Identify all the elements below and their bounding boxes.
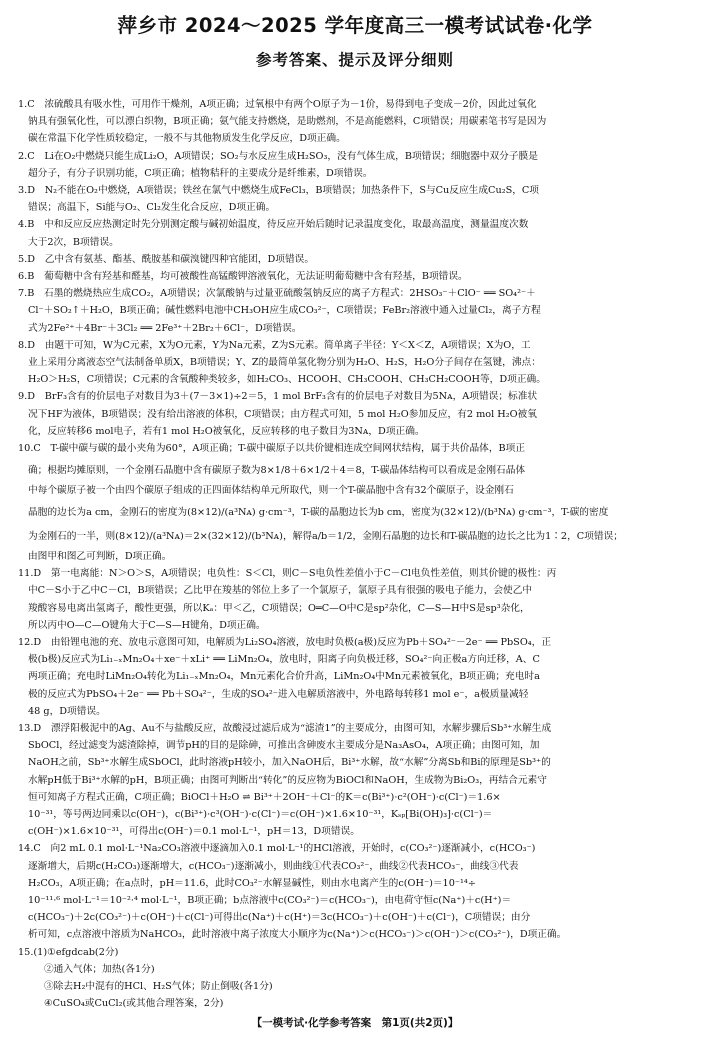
text-line: 14.C 向2 mL 0.1 mol·L⁻¹Na₂CO₃溶液中逐滴加入0.1 mol·L⁻¹的HCl溶液，开始时，c(CO₃²⁻)逐渐减小，c(HCO₃⁻)	[18, 843, 536, 855]
text-line: c(HCO₃⁻)＋2c(CO₃²⁻)＋c(OH⁻)＋c(Cl⁻)可得出c(Na⁺)＋c(H⁺)＝3c(HCO₃⁻)＋c(OH⁻)＋c(Cl⁻)，C项错误；由分	[28, 912, 531, 924]
text-line: 析可知，c点溶液中溶质为NaHCO₃，此时溶液中离子浓度大小顺序为c(Na⁺)＞c(HCO₃⁻)＞c(OH⁻)＞c(CO₃²⁻)，D项正确。	[28, 929, 567, 941]
text-line: 超分子，有分子识别功能，C项正确；植物秸秆的主要成分是纤维素，D项错误。	[28, 167, 373, 179]
text-line: 为金刚石的一半，则(8×12)/(a³Nᴀ)＝2×(32×12)/(b³Nᴀ)，解得a/b＝1/2，金刚石晶胞的边长和T-碳晶胞的边长之比为1∶2，C项错误；	[28, 531, 623, 543]
text-line: 12.D 由铅锂电池的充、放电示意图可知，电解质为Li₂SO₄溶液，放电时负极(a极)反应为Pb＋SO₄²⁻－2e⁻ ══ PbSO₄，正	[18, 636, 552, 648]
text-line: 8.D 由题干可知，W为C元素，X为O元素，Y为Na元素，Z为S元素。简单离子半径：Y＜X＜Z，A项错误；X为O，工	[18, 339, 531, 351]
page-footer: 【一模考试·化学参考答案 第1页(共2页)】	[251, 1017, 459, 1029]
text-line: 况下HF为液体，B项错误；没有给出溶液的体积，C项错误；由方程式可知，5 mol H₂O参加反应，有2 mol H₂O被氧	[28, 408, 537, 420]
text-line: ④CuSO₄或CuCl₂(或其他合理答案，2分)	[44, 998, 224, 1010]
text-line: 水解pH低于Bi³⁺水解的pH，B项正确；由图可判断出“转化”的反应物为BiOCl和NaOH，生成物为Bi₂O₃，再结合元素守	[28, 774, 547, 786]
text-line: 大于2次，B项错误。	[28, 236, 119, 248]
text-line: 晶胞的边长为a cm，金刚石的密度为(8×12)/(a³Nᴀ) g·cm⁻³，T-碳的晶胞边长为b cm，密度为(32×12)/(b³Nᴀ) g·cm⁻³，T-碳的密度	[28, 506, 609, 518]
text-line: 极(b极)反应式为Li₁₋ₓMn₂O₄＋xe⁻＋xLi⁺ ══ LiMn₂O₄，放电时，阳离子向负极迁移，SO₄²⁻向正极a方向迁移，A、C	[28, 654, 540, 666]
text-line: 业上采用分离液态空气法制备单质X，B项错误；Y、Z的最简单氢化物分别为H₂O、H₂S，H₂O分子间存在氢键，沸点：	[28, 357, 541, 368]
text-line: c(OH⁻)×1.6×10⁻³¹，可得出c(OH⁻)＝0.1 mol·L⁻¹，pH＝13，D项错误。	[28, 826, 360, 838]
text-line: 恒可知离子方程式正确，C项正确；BiOCl＋H₂O ⇌ Bi³⁺＋2OH⁻＋Cl⁻的K＝c(Bi³⁺)·c²(OH⁻)·c(Cl⁻)＝1.6×	[28, 791, 501, 803]
text-line: H₂CO₃，A项正确；在a点时，pH＝11.6，此时CO₃²⁻水解显碱性，则由水电离产生的c(OH⁻)＝10⁻¹⁴÷	[28, 877, 476, 889]
text-line: 10⁻³¹，等号两边同乘以c(OH⁻)，c(Bi³⁺)·c³(OH⁻)·c(Cl⁻)＝c(OH⁻)×1.6×10⁻³¹，Kₛₚ[Bi(OH)₃]·c(Cl⁻)＝	[28, 808, 493, 820]
text-line: Cl⁻＋SO₂↑＋H₂O，B项正确；碱性燃料电池中CH₃OH应生成CO₃²⁻，C项错误；FeBr₂溶液中通入过量Cl₂，离子方程	[28, 305, 541, 317]
text-line: 5.D 乙中含有氨基、酯基、酰胺基和碳溴键四种官能团，D项错误。	[18, 253, 315, 265]
text-line: 式为2Fe²⁺＋4Br⁻＋3Cl₂ ══ 2Fe³⁺＋2Br₂＋6Cl⁻，D项错误。	[28, 322, 302, 334]
text-line: 10.C T-碳中碳与碳的最小夹角为60°，A项正确；T-碳中碳原子以共价键相连成空间网状结构，属于共价晶体，B项正	[18, 443, 526, 454]
text-line: 15.(1)①efgdcab(2分)	[18, 946, 119, 958]
text-line: SbOCl，经过滤变为滤渣除掉，调节pH的目的是除砷，可推出含砷废水主要成分是Na₃AsO₄，A项正确；由图可知，加	[28, 740, 540, 752]
text-line: 3.D N₂不能在O₂中燃烧，A项错误；铁丝在氯气中燃烧生成FeCl₃，B项错误；加热条件下，S与Cu反应生成Cu₂S，C项	[18, 185, 539, 196]
text-line: NaOH之前，Sb³⁺水解生成SbOCl，此时溶液pH较小，加入NaOH后，Bi³⁺水解，故“水解”分离Sb和Bi的原理是Sb³⁺的	[28, 757, 551, 769]
page-subtitle: 参考答案、提示及评分细则	[255, 51, 454, 69]
text-line: 7.B 石墨的燃烧热应生成CO₂，A项错误；次氯酸钠与过量亚硫酸氢钠反应的离子方程式：2HSO₃⁻＋ClO⁻ ══ SO₄²⁻＋	[18, 288, 536, 300]
text-line: 中每个碳原子被一个由四个碳原子组成的正四面体结构单元所取代，则一个T-碳晶胞中含有32个碳原子，设金刚石	[28, 484, 514, 496]
text-line: 2.C Li在O₂中燃烧只能生成Li₂O，A项错误；SO₂与水反应生成H₂SO₃，没有气体生成，B项错误；细胞器中双分子膜是	[18, 150, 538, 162]
text-line: 9.D BrF₃含有的价层电子对数目为3＋(7－3×1)÷2＝5，1 mol BrF₃含有的价层电子对数目为5Nᴀ，A项错误；标准状	[18, 391, 538, 403]
text-line: 错误；高温下，Si能与O₂、Cl₂发生化合反应，D项正确。	[28, 202, 276, 214]
text-line: 化，反应转移6 mol电子，若有1 mol H₂O被氧化，反应转移的电子数目为3Nᴀ，D项正确。	[28, 425, 425, 437]
text-line: 确；根据均摊原则，一个金刚石晶胞中含有碳原子数为8×1/8＋6×1/2＋4＝8，T-碳晶体结构可以看成是金刚石晶体	[28, 465, 526, 477]
text-line: 羧酸容易电离出氢离子，酸性更强，所以Kₐ：甲＜乙，C项错误；O═C—O中C是sp²杂化，C—S—H中S是sp³杂化，	[28, 602, 530, 614]
text-line: 钠具有强氧化性，可以漂白织物，B项正确；氨气能支持燃烧，是助燃剂，不是高能燃料，C项错误；用碳素笔书写是因为	[28, 116, 547, 128]
text-line: 1.C 浓硫酸具有吸水性，可用作干燥剂，A项正确；过氧根中有两个O原子为－1价，易得到电子变成－2价，因此过氧化	[18, 99, 537, 110]
text-line: 碳在常温下化学性质较稳定，一般不与其他物质发生化学反应，D项正确。	[28, 133, 346, 145]
text-line: 48 g，D项错误。	[28, 705, 106, 717]
text-line: 极的反应式为PbSO₄＋2e⁻ ══ Pb＋SO₄²⁻，生成的SO₄²⁻进入电解质溶液中，外电路每转移1 mol e⁻，a极质量减轻	[28, 688, 529, 700]
text-line: 两项正确；充电时LiMn₂O₄转化为Li₁₋ₓMn₂O₄，Mn元素化合价升高，LiMn₂O₄中Mn元素被氧化，B项正确；充电时a	[28, 671, 540, 683]
text-line: 13.D 漂浮阳极泥中的Ag、Au不与盐酸反应，故酸浸过滤后成为“滤渣1”的主要成分，由图可知，水解步骤后Sb³⁺水解生成	[18, 722, 552, 734]
text-line: 11.D 第一电离能：N＞O＞S，A项错误；电负性：S＜Cl，则C－S电负性差值小于C－Cl电负性差值，则其价键的极性：丙	[18, 568, 557, 580]
text-line: 逐渐增大，后期c(H₂CO₃)逐渐增大，c(HCO₃⁻)逐渐减小，则曲线①代表CO₃²⁻，曲线②代表HCO₃⁻，曲线③代表	[28, 860, 519, 872]
text-line: 6.B 葡萄糖中含有羟基和醛基，均可被酸性高锰酸钾溶液氧化，无法证明葡萄糖中含有羟基，B项错误。	[18, 271, 468, 282]
text-line: H₂O＞H₂S，C项错误；C元素的含氧酸种类较多，如H₂CO₃、HCOOH、CH₃COOH、CH₃CH₂COOH等，D项正确。	[28, 374, 546, 386]
text-line: ③除去H₂中混有的HCl、H₂S气体；防止倒吸(各1分)	[44, 980, 273, 992]
text-line: ②通入气体；加热(各1分)	[44, 963, 155, 975]
text-line: 由图甲和图乙可判断，D项正确。	[28, 550, 172, 562]
text-line: 10⁻¹¹·⁶ mol·L⁻¹＝10⁻²·⁴ mol·L⁻¹，B项正确；b点溶液中c(CO₃²⁻)＝c(HCO₃⁻)，由电荷守恒c(Na⁺)＋c(H⁺)＝	[28, 894, 512, 906]
text-line: 所以丙中O—C—O键角大于C—S—H键角，D项正确。	[28, 619, 266, 631]
text-line: 中C－S小于乙中C－Cl，B项错误；乙比甲在羧基的邻位上多了一个氯原子，氯原子具有很强的吸电子能力，会使乙中	[28, 585, 533, 597]
page-title: 萍乡市 2024～2025 学年度高三一模考试试卷·化学	[117, 14, 593, 37]
text-line: 4.B 中和反应反应热测定时先分别测定酸与碱初始温度，待反应开始后随时记录温度变化，取最高温度，测量温度次数	[18, 219, 529, 231]
